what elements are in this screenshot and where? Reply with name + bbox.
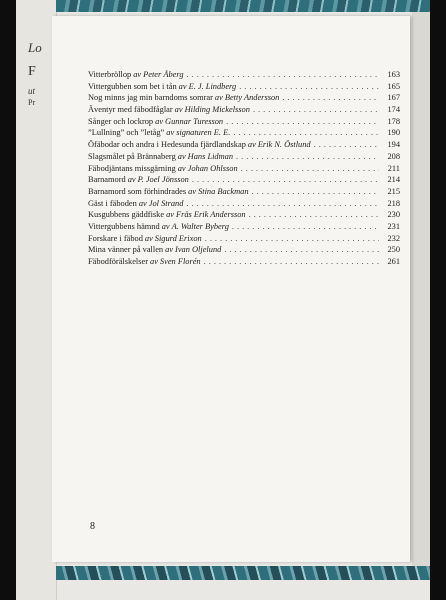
toc-entry-title-group: [88, 174, 189, 186]
toc-entry-author-prefix: av: [133, 70, 142, 79]
toc-entry-page: 174: [387, 105, 400, 115]
toc-entry-author-prefix: av: [177, 163, 186, 173]
book-page: [52, 16, 410, 562]
toc-entry-author-prefix: av: [214, 93, 223, 103]
toc-leader-dots: [253, 104, 379, 116]
toc-entry-author-prefix: av: [174, 105, 183, 115]
toc-entry: [88, 186, 400, 198]
toc-entry-author: E. J. Lindberg: [188, 81, 237, 91]
toc-entry: [88, 92, 400, 104]
toc-entry-page: 261: [387, 257, 400, 266]
toc-entry-title: ”Lullning” och ”letåg”: [88, 128, 165, 138]
cover-pattern-band: [56, 0, 430, 12]
toc-entry-author: Johan Ohlsson: [187, 163, 238, 173]
toc-entry-author: P. Joel Jönsson: [137, 175, 189, 185]
toc-entry-title: Vittergubben som bet i tån: [88, 81, 177, 91]
toc-entry: [88, 151, 400, 163]
page-number: 8: [90, 521, 95, 532]
toc-entry-title: Vitterbröllop: [88, 70, 132, 79]
toc-leader-dots: [233, 127, 379, 139]
toc-entry-page: 214: [387, 175, 400, 185]
toc-entry-author-prefix: av: [247, 140, 256, 150]
toc-entry: [88, 198, 400, 210]
toc-entry: [88, 256, 400, 268]
cover-right-edge: [412, 12, 430, 566]
toc-entry-page: 231: [387, 221, 400, 231]
toc-leader-dots: [252, 186, 379, 198]
toc-entry-author: Jol Strand: [148, 198, 184, 208]
toc-leader-dots: [192, 174, 379, 186]
toc-entry-author: Fräs Erik Andersson: [175, 210, 246, 220]
toc-entry-title-group: [88, 139, 311, 151]
toc-leader-dots: [282, 92, 379, 104]
toc-entry: [88, 139, 400, 151]
toc-entry-author: Sigurd Erixon: [154, 233, 202, 243]
toc-entry: [88, 69, 400, 81]
toc-entry-title-group: [88, 92, 279, 104]
toc-entry-author: Stina Backman: [198, 186, 249, 196]
toc-entry-title: Barnamord: [88, 175, 126, 185]
toc-entry-page: 232: [387, 233, 400, 243]
toc-entry: [88, 233, 400, 245]
toc-entry-page: 211: [387, 163, 400, 173]
toc-entry-page: 163: [387, 70, 400, 79]
toc-entry-title-group: [88, 127, 230, 139]
toc-entry-title-group: [88, 69, 184, 81]
toc-entry-title: Öfäbodar och andra i Hedesunda fjärdlandskap: [88, 140, 246, 150]
toc-entry: [88, 221, 400, 233]
toc-entry-title: Forskare i fäbod: [88, 233, 143, 243]
toc-leader-dots: [224, 244, 379, 256]
toc-entry-page: 178: [387, 116, 400, 126]
toc-entry-page: 218: [387, 198, 400, 208]
toc-entry-page: 250: [387, 245, 400, 255]
toc-entry-author-prefix: av: [138, 198, 147, 208]
toc-entry: [88, 104, 400, 116]
toc-entry-author: Hilding Mickelsson: [184, 105, 250, 115]
toc-entry-title-group: [88, 198, 183, 210]
toc-entry-page: 167: [387, 93, 400, 103]
toc-entry-title-group: [88, 244, 221, 256]
cover-edge-text: Pr: [28, 98, 36, 107]
toc-entry-title: Äventyr med fäbodfåglar: [88, 105, 173, 115]
cover-pattern-band: [56, 566, 430, 580]
toc-entry-title: Kusgubbens gäddfiske: [88, 210, 165, 220]
toc-entry: [88, 127, 400, 139]
toc-entry: [88, 163, 400, 175]
toc-entry-author: Erik N. Östlund: [257, 140, 311, 150]
toc-entry-title-group: [88, 186, 249, 198]
toc-entry-author-prefix: av: [188, 186, 197, 196]
toc-entry-title: Fäbodförälskelser: [88, 257, 149, 266]
toc-leader-dots: [314, 139, 379, 151]
toc-entry-title-group: [88, 104, 250, 116]
toc-entry-author-prefix: av: [127, 175, 136, 185]
toc-entry-author: Sven Florén: [159, 257, 201, 266]
toc-entry-author-prefix: av: [144, 233, 153, 243]
toc-entry-page: 165: [387, 81, 400, 91]
toc-entry: [88, 174, 400, 186]
toc-entry-title: Fäbodjäntans missgärning: [88, 163, 176, 173]
toc-entry-title-group: [88, 221, 229, 233]
toc-entry-page: 230: [387, 210, 400, 220]
toc-entry-author: A. Walter Byberg: [171, 221, 229, 231]
toc-entry-author-prefix: av: [150, 257, 158, 266]
toc-entry-author: Peter Åberg: [143, 70, 184, 79]
toc-entry-title-group: [88, 81, 236, 93]
toc-leader-dots: [236, 151, 379, 163]
toc-leader-dots: [187, 69, 379, 81]
toc-entry-title: Mina vänner på vallen: [88, 245, 164, 255]
cover-edge-text: F: [28, 64, 36, 79]
toc-entry: [88, 81, 400, 93]
toc-entry-author-prefix: av: [165, 245, 174, 255]
toc-entry-title-group: [88, 209, 246, 221]
toc-entry-title-group: [88, 116, 223, 128]
toc-entry-author: Gunnar Turesson: [165, 116, 224, 126]
toc-entry-title-group: [88, 233, 202, 245]
cover-left-strip: [16, 0, 57, 600]
table-of-contents: [88, 69, 400, 268]
toc-entry: [88, 244, 400, 256]
toc-entry-title-group: [88, 163, 238, 175]
toc-entry-title: Gäst i fäboden: [88, 198, 137, 208]
toc-leader-dots: [205, 233, 379, 245]
toc-entry-page: 208: [387, 151, 400, 161]
toc-leader-dots: [241, 163, 379, 175]
toc-entry-author-prefix: av: [166, 128, 175, 138]
toc-leader-dots: [249, 209, 379, 221]
toc-entry-author-prefix: av: [178, 81, 187, 91]
toc-entry-author-prefix: av: [155, 116, 164, 126]
toc-entry-title: Vittergubbens hämnd: [88, 221, 160, 231]
toc-leader-dots: [226, 116, 379, 128]
toc-entry-author: Hans Lidman: [187, 151, 234, 161]
toc-entry-author-prefix: av: [161, 221, 170, 231]
toc-entry-title: Slagsmålet på Brännaberg: [88, 151, 176, 161]
toc-leader-dots: [239, 81, 379, 93]
cover-edge-text: Lo: [28, 40, 42, 55]
toc-entry-title-group: [88, 256, 201, 268]
toc-entry-page: 215: [387, 186, 400, 196]
toc-entry-title-group: [88, 151, 233, 163]
toc-entry-author-prefix: av: [166, 210, 174, 220]
toc-entry-author: signaturen E. E.: [176, 128, 231, 138]
cover-edge-text: ut: [28, 86, 36, 96]
toc-entry-author-prefix: av: [177, 151, 186, 161]
toc-entry-page: 190: [387, 128, 400, 138]
toc-leader-dots: [204, 256, 379, 268]
toc-entry-title: Nog minns jag min barndoms somrar: [88, 93, 213, 103]
toc-entry-author: Betty Andersson: [224, 93, 280, 103]
toc-entry-page: 194: [387, 140, 400, 150]
toc-entry-title: Barnamord som förhindrades: [88, 186, 187, 196]
toc-entry: [88, 209, 400, 221]
toc-leader-dots: [186, 198, 379, 210]
toc-leader-dots: [232, 221, 379, 233]
toc-entry-title: Sånger och lockrop: [88, 116, 154, 126]
toc-entry-author: Ivan Oljelund: [175, 245, 222, 255]
toc-entry: [88, 116, 400, 128]
